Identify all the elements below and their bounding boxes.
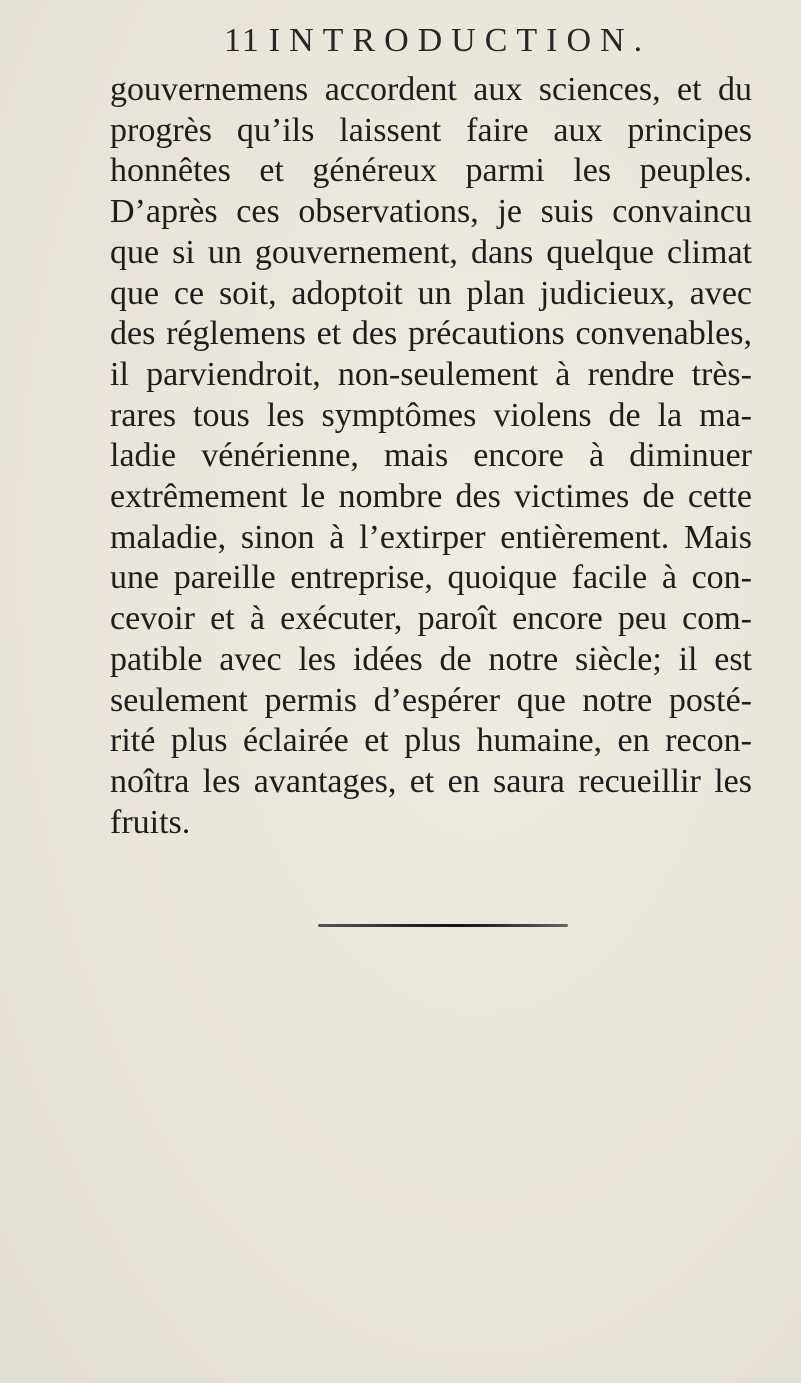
body-paragraph <box>110 70 800 843</box>
running-header <box>224 22 684 60</box>
text-line: que ce soit, adoptoit un plan judicieux, avec <box>110 274 752 312</box>
text-line: une pareille entreprise, quoique facile à con- <box>110 559 752 597</box>
text-line: extrêmement le nombre des victimes de cette <box>110 478 752 516</box>
text-line-last: fruits. <box>110 803 191 841</box>
text-line: rité plus éclairée et plus humaine, en recon- <box>110 722 752 760</box>
text-line: ladie vénérienne, mais encore à diminuer <box>110 437 752 475</box>
text-line: seulement permis d’espérer que notre posté- <box>110 681 752 719</box>
text-line: rares tous les symptômes violens de la ma- <box>110 396 752 434</box>
text-line: D’après ces observations, je suis convaincu <box>110 193 752 231</box>
running-title: INTRODUCTION. <box>268 22 652 59</box>
text-line: progrès qu’ils laissent faire aux principes <box>110 111 752 149</box>
text-line: honnêtes et généreux parmi les peuples. <box>110 152 752 190</box>
page-number: 11 <box>224 22 261 59</box>
text-line: maladie, sinon à l’extirper entièrement. Mais <box>110 518 752 556</box>
text-line: gouvernemens accordent aux sciences, et du <box>110 71 752 108</box>
text-line: que si un gouvernement, dans quelque climat <box>110 233 752 271</box>
text-line: patible avec les idées de notre siècle; il est <box>110 640 752 678</box>
section-divider-rule <box>318 924 568 928</box>
text-line: il parviendroit, non-seulement à rendre très- <box>110 355 752 393</box>
text-line: cevoir et à exécuter, paroît encore peu com- <box>110 600 752 638</box>
text-line: des réglemens et des précautions convenables, <box>110 315 752 353</box>
text-line: noîtra les avantages, et en saura recueillir les <box>110 762 752 800</box>
